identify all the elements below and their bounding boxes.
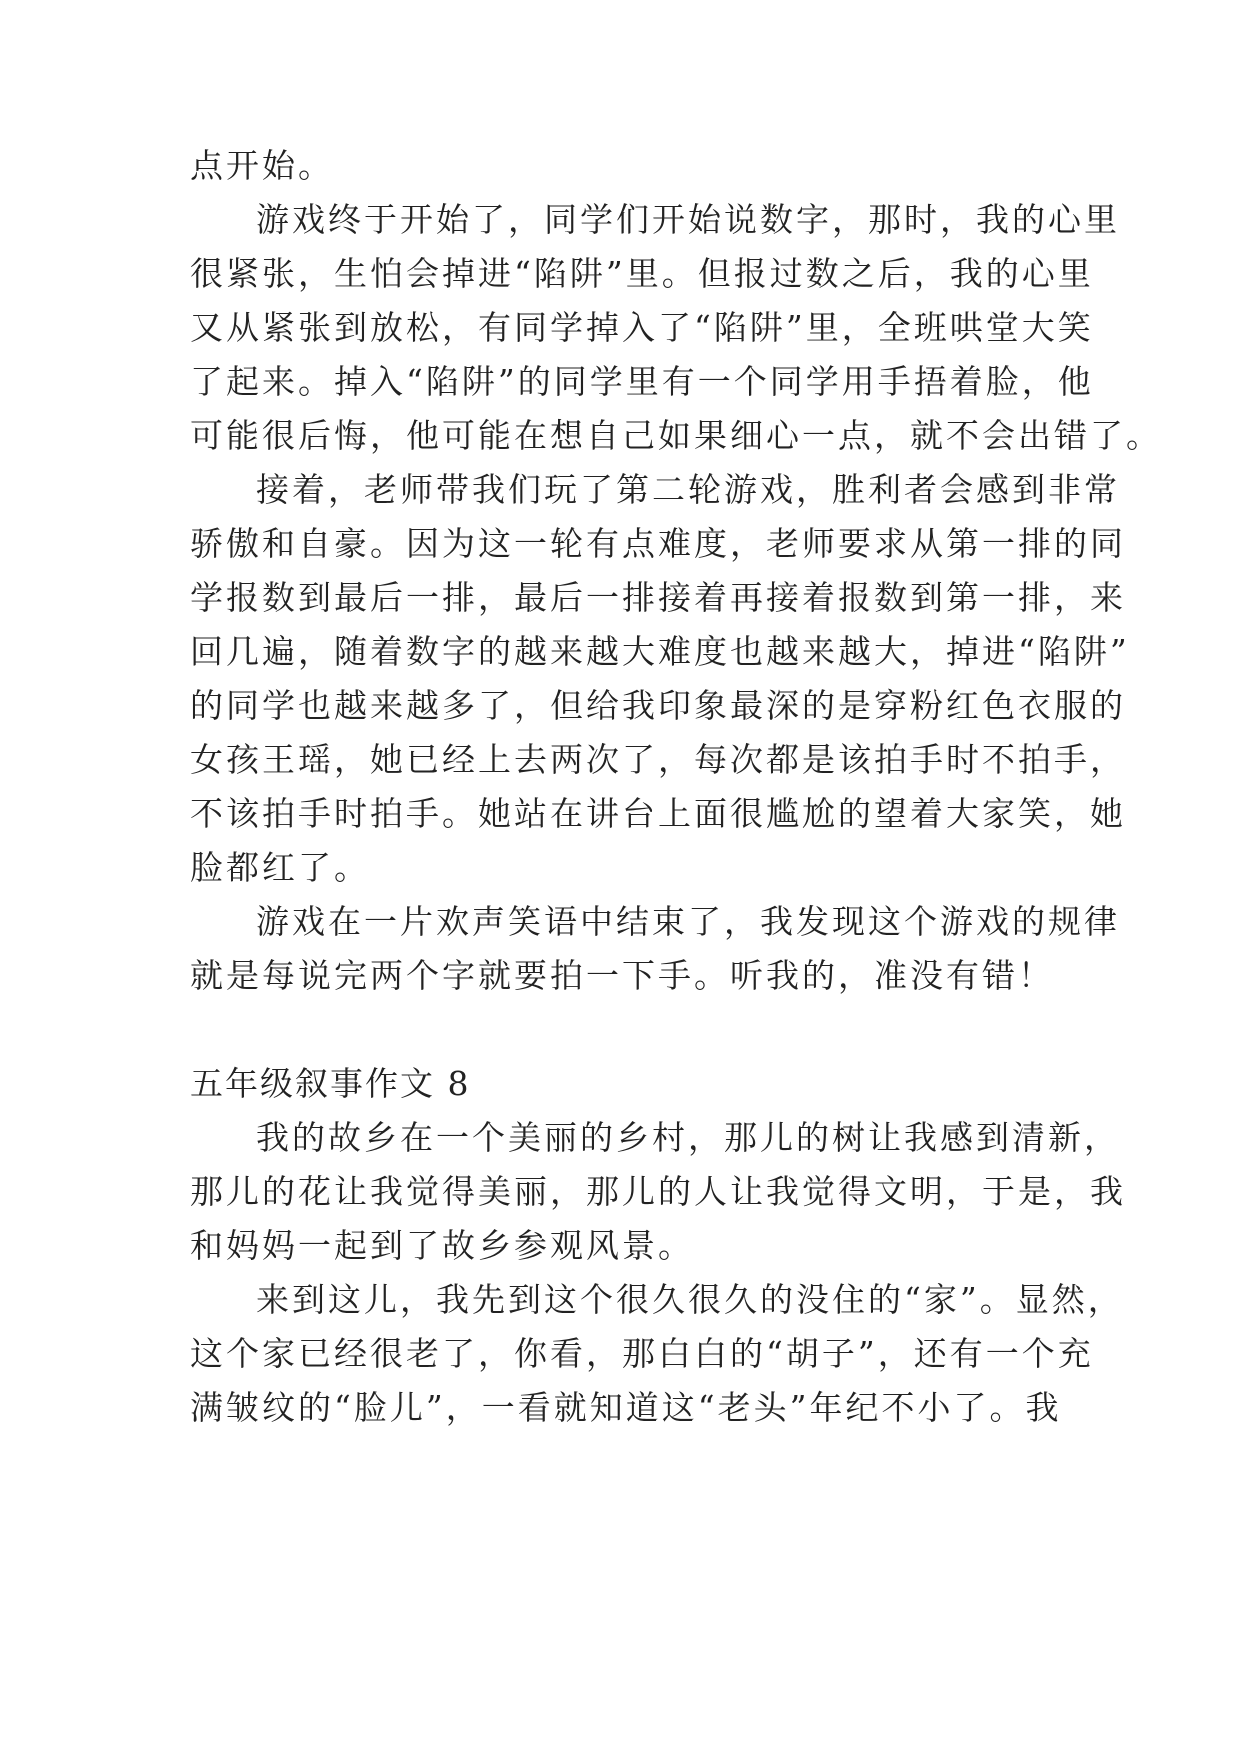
text-line: 满皱纹的“脸儿”，一看就知道这“老头”年纪不小了。我 [190, 1388, 1062, 1427]
section-heading: 五年级叙事作文 8 [190, 1064, 471, 1103]
paragraph-first-line: 接着，老师带我们玩了第二轮游戏，胜利者会感到非常 [256, 470, 1120, 509]
text-line: 可能很后悔，他可能在想自己如果细心一点，就不会出错了。 [190, 416, 1162, 455]
text-line: 和妈妈一起到了故乡参观风景。 [190, 1226, 694, 1265]
text-line: 女孩王瑶，她已经上去两次了，每次都是该拍手时不拍手， [190, 740, 1126, 779]
text-line: 骄傲和自豪。因为这一轮有点难度，老师要求从第一排的同 [190, 524, 1126, 563]
paragraph-first-line: 游戏在一片欢声笑语中结束了，我发现这个游戏的规律 [256, 902, 1120, 941]
text-line: 又从紧张到放松，有同学掉入了“陷阱”里，全班哄堂大笑 [190, 308, 1094, 347]
text-line: 回几遍，随着数字的越来越大难度也越来越大，掉进“陷阱” [190, 632, 1130, 671]
text-line: 那儿的花让我觉得美丽，那儿的人让我觉得文明，于是，我 [190, 1172, 1126, 1211]
paragraph-first-line: 来到这儿，我先到这个很久很久的没住的“家”。显然， [256, 1280, 1124, 1319]
paragraph-first-line: 游戏终于开始了，同学们开始说数字，那时，我的心里 [256, 200, 1120, 239]
paragraph-first-line: 我的故乡在一个美丽的乡村，那儿的树让我感到清新， [256, 1118, 1120, 1157]
text-line: 学报数到最后一排，最后一排接着再接着报数到第一排，来 [190, 578, 1126, 617]
text-line: 脸都红了。 [190, 848, 370, 887]
text-line: 了起来。掉入“陷阱”的同学里有一个同学用手捂着脸，他 [190, 362, 1094, 401]
text-line: 的同学也越来越多了，但给我印象最深的是穿粉红色衣服的 [190, 686, 1126, 725]
text-line: 这个家已经很老了，你看，那白白的“胡子”，还有一个充 [190, 1334, 1094, 1373]
text-line: 就是每说完两个字就要拍一下手。听我的，准没有错！ [190, 956, 1054, 995]
text-line: 很紧张，生怕会掉进“陷阱”里。但报过数之后，我的心里 [190, 254, 1094, 293]
text-line: 不该拍手时拍手。她站在讲台上面很尴尬的望着大家笑，她 [190, 794, 1126, 833]
text-line: 点开始。 [190, 146, 334, 185]
